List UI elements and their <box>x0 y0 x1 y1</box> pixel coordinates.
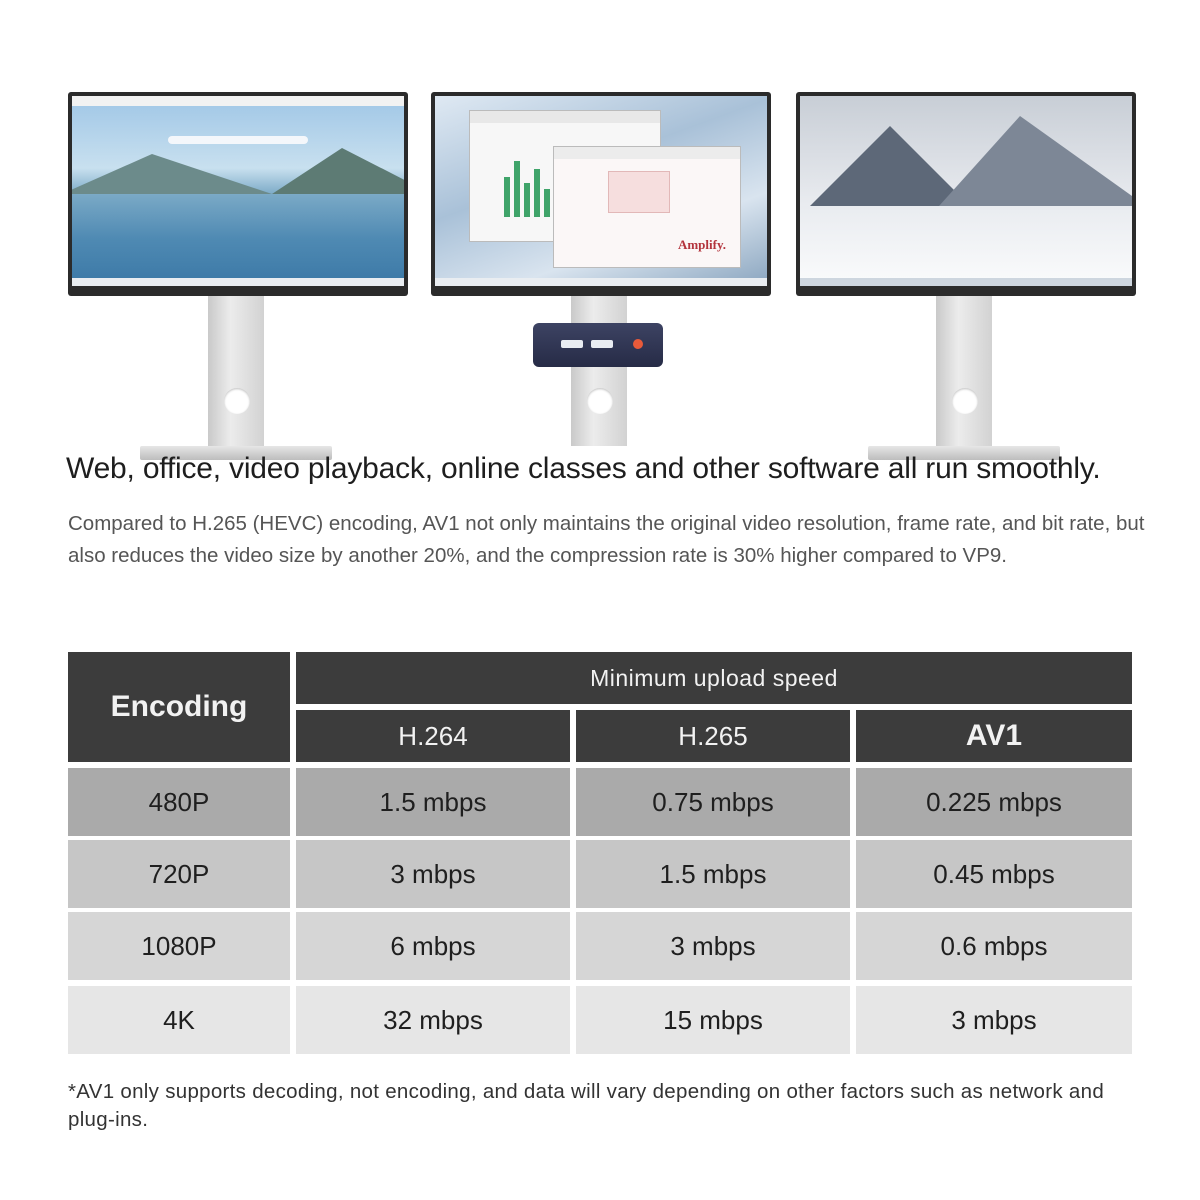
upload-speed-table <box>68 652 1132 1054</box>
table-cell: 0.75 mbps <box>576 768 850 836</box>
office-apps-screen <box>435 96 767 286</box>
browser-search-bar <box>168 136 308 144</box>
amplify-text: Amplify. <box>677 237 726 252</box>
table-cell: 3 mbps <box>296 840 570 908</box>
table-row-label: 720P <box>68 840 290 908</box>
monitor-stand <box>571 296 627 446</box>
taskbar <box>72 278 404 286</box>
table-cell: 1.5 mbps <box>296 768 570 836</box>
table-cell: 15 mbps <box>576 986 850 1054</box>
corner-header-encoding <box>68 652 290 762</box>
table-cell: 32 mbps <box>296 986 570 1054</box>
usb-port-icon <box>561 340 583 348</box>
monitor-bezel <box>796 92 1136 296</box>
monitor-bezel <box>431 92 771 296</box>
lake-wallpaper-screen <box>72 96 404 286</box>
monitor-stand <box>208 296 264 446</box>
monitor-stand <box>936 296 992 446</box>
column-header-h265 <box>576 710 850 762</box>
corner-header-label: Encoding <box>110 690 248 723</box>
table-cell: 3 mbps <box>576 912 850 980</box>
power-button-icon <box>633 339 643 349</box>
snow-mountain-screen <box>800 96 1132 286</box>
table-cell: 0.225 mbps <box>856 768 1132 836</box>
column-header-av1 <box>856 710 1132 762</box>
headline: Web, office, video playback, online classes and other software all run smoothly. <box>66 452 1101 485</box>
taskbar <box>435 278 767 286</box>
presentation-window <box>553 146 741 268</box>
table-cell: 6 mbps <box>296 912 570 980</box>
monitor-bezel <box>68 92 408 296</box>
column-header-label: H.265 <box>678 720 748 751</box>
column-header-label: H.264 <box>398 720 468 751</box>
footnote-text: *AV1 only supports decoding, not encoding, and data will vary depending on other factors such as network and plug-ins. <box>68 1080 1105 1131</box>
mini-pc-device <box>533 323 663 367</box>
taskbar <box>800 278 1132 286</box>
column-header-label: AV1 <box>965 719 1023 752</box>
group-header-label: Minimum upload speed <box>590 664 838 691</box>
table-cell: 0.45 mbps <box>856 840 1132 908</box>
table-row-label: 480P <box>68 768 290 836</box>
table-row-label: 4K <box>68 986 290 1054</box>
table-cell: 1.5 mbps <box>576 840 850 908</box>
browser-toolbar <box>72 96 404 106</box>
column-header-h264 <box>296 710 570 762</box>
description-text: Compared to H.265 (HEVC) encoding, AV1 not only maintains the original video resolution, frame rate, and bit rate, but also reduces the video size by another 20%, and the compression rate is 30% higher compared to VP9. <box>68 512 1145 567</box>
group-header <box>296 652 1132 704</box>
table-row-label: 1080P <box>68 912 290 980</box>
usb-port-icon <box>591 340 613 348</box>
table-cell: 0.6 mbps <box>856 912 1132 980</box>
table-cell: 3 mbps <box>856 986 1132 1054</box>
